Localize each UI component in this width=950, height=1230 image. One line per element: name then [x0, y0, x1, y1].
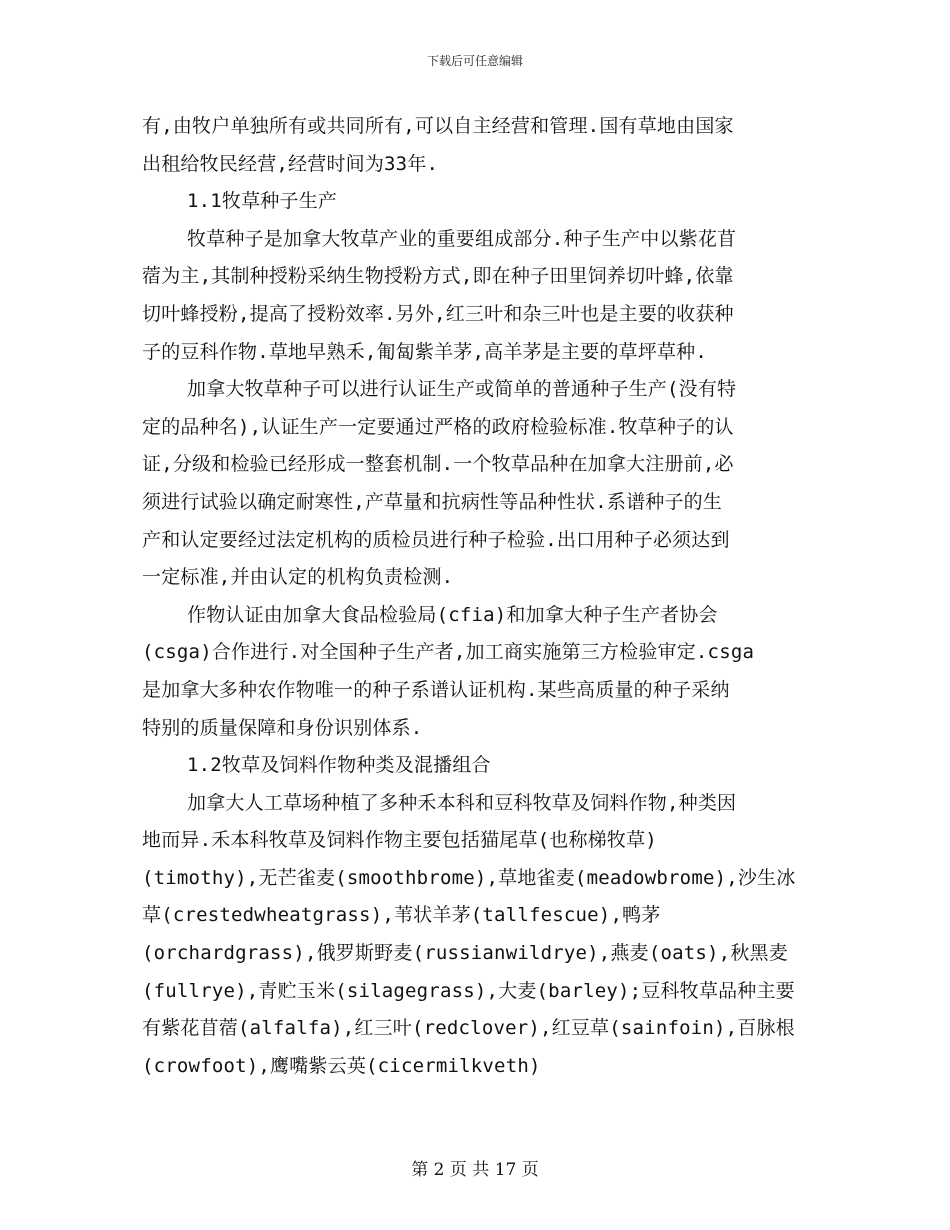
body-line: 须进行试验以确定耐寒性,产草量和抗病性等品种性状.系谱种子的生 — [142, 490, 723, 513]
body-line: 草(crestedwheatgrass),苇状羊茅(tallfescue),鸭茅 — [142, 904, 661, 927]
section-heading: 1.1牧草种子生产 — [187, 190, 338, 213]
body-line: 出租给牧民经营,经营时间为33年. — [142, 152, 439, 175]
body-line: 定的品种名),认证生产一定要通过严格的政府检验标准.牧草种子的认 — [142, 415, 734, 438]
document-body — [142, 108, 810, 1085]
body-line: 一定标准,并由认定的机构负责检测. — [142, 566, 454, 589]
paragraph-start: 加拿大牧草种子可以进行认证生产或简单的普通种子生产(没有特 — [187, 378, 737, 401]
body-line: 特别的质量保障和身份识别体系. — [142, 716, 423, 739]
body-line: 产和认定要经过法定机构的质检员进行种子检验.出口用种子必须达到 — [142, 528, 730, 551]
body-line: (fullrye),青贮玉米(silagegrass),大麦(barley);豆科牧草品种主要 — [142, 979, 795, 1002]
body-line: 有紫花苜蓿(alfalfa),红三叶(redclover),红豆草(sainfoin),百脉根 — [142, 1017, 795, 1040]
body-line: 证,分级和检验已经形成一整套机制.一个牧草品种在加拿大注册前,必 — [142, 453, 734, 476]
body-line: 是加拿大多种农作物唯一的种子系谱认证机构.某些高质量的种子采纳 — [142, 678, 730, 701]
page-footer: 第 2 页 共 17 页 — [411, 1160, 539, 1180]
body-line: (orchardgrass),俄罗斯野麦(russianwildrye),燕麦(oats),秋黑麦 — [142, 942, 788, 965]
body-line: 子的豆科作物.草地早熟禾,匍匐紫羊茅,高羊茅是主要的草坪草种. — [142, 340, 707, 363]
paragraph-start: 作物认证由加拿大食品检验局(cfia)和加拿大种子生产者协会 — [187, 603, 718, 626]
body-line: 蓿为主,其制种授粉采纳生物授粉方式,即在种子田里饲养切叶蜂,依靠 — [142, 265, 734, 288]
body-line: (timothy),无芒雀麦(smoothbrome),草地雀麦(meadowbrome),沙生冰 — [142, 866, 796, 889]
body-line: 有,由牧户单独所有或共同所有,可以自主经营和管理.国有草地由国家 — [142, 115, 734, 137]
paragraph-start: 加拿大人工草场种植了多种禾本科和豆科牧草及饲料作物,种类因 — [187, 791, 737, 814]
body-line: 切叶蜂授粉,提高了授粉效率.另外,红三叶和杂三叶也是主要的收获种 — [142, 302, 734, 325]
paragraph-start: 牧草种子是加拿大牧草产业的重要组成部分.种子生产中以紫花苜 — [187, 227, 737, 250]
page-header: 下载后可任意编辑 — [426, 54, 523, 68]
body-line: 地而异.禾本科牧草及饲料作物主要包括猫尾草(也称梯牧草) — [142, 829, 657, 852]
body-line: (csga)合作进行.对全国种子生产者,加工商实施第三方检验审定.csga — [142, 641, 755, 664]
section-heading: 1.2牧草及饲料作物种类及混播组合 — [187, 754, 491, 777]
body-line: (crowfoot),鹰嘴紫云英(cicermilkveth) — [142, 1054, 541, 1077]
